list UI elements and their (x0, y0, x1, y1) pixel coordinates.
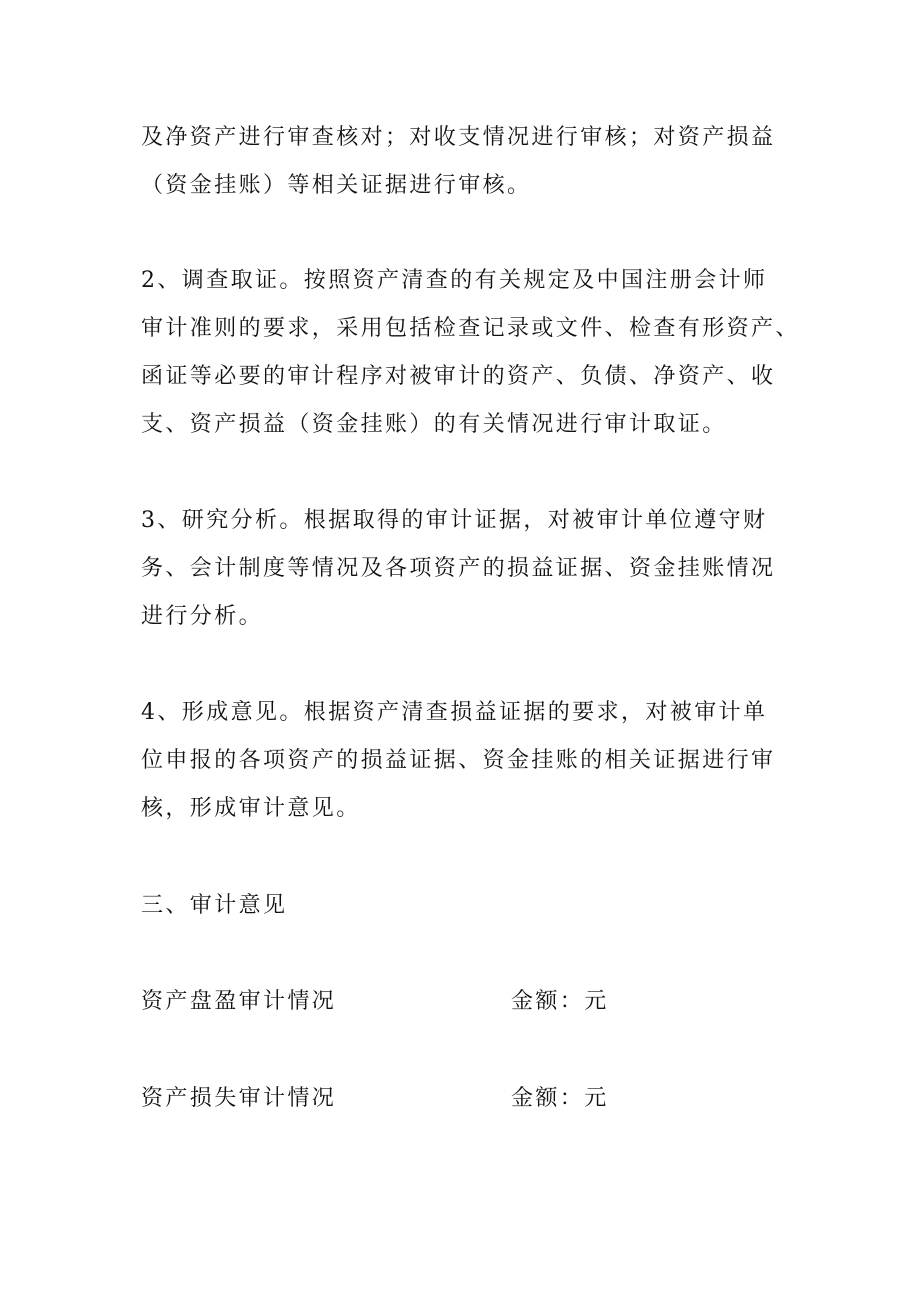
paragraph-line: 3、研究分析。根据取得的审计证据，对被审计单位遵守财 (141, 508, 768, 533)
paragraph-line: 核，形成审计意见。 (141, 796, 361, 821)
paragraph-line: 函证等必要的审计程序对被审计的资产、负债、净资产、收 (141, 364, 776, 389)
audit-row-amount: 金额：元 (511, 989, 609, 1014)
audit-row-surplus (141, 978, 791, 1026)
paragraph-investigation (141, 257, 800, 449)
paragraph-opinion (141, 689, 791, 833)
audit-row-loss (141, 1075, 791, 1123)
section-title-text: 三、审计意见 (141, 893, 288, 918)
audit-row-label: 资产盘盈审计情况 (141, 989, 337, 1014)
paragraph-line: 2、调查取证。按照资产清查的有关规定及中国注册会计师 (141, 268, 768, 293)
audit-row-label: 资产损失审计情况 (141, 1086, 337, 1111)
paragraph-line: 及净资产进行审查核对；对收支情况进行审核；对资产损益 (141, 125, 776, 150)
paragraph-line: 4、形成意见。根据资产清查损益证据的要求，对被审计单 (141, 700, 768, 725)
paragraph-line: 位申报的各项资产的损益证据、资金挂账的相关证据进行审 (141, 748, 776, 773)
paragraph-line: （资金挂账）等相关证据进行审核。 (141, 173, 532, 198)
paragraph-line: 支、资产损益（资金挂账）的有关情况进行审计取证。 (141, 412, 727, 437)
section-title (141, 882, 791, 930)
paragraph-line: 进行分析。 (141, 604, 264, 629)
audit-row-amount: 金额：元 (511, 1086, 609, 1111)
paragraph-line: 务、会计制度等情况及各项资产的损益证据、资金挂账情况 (141, 556, 776, 581)
paragraph-intro (141, 114, 791, 210)
paragraph-analysis (141, 497, 791, 641)
paragraph-line: 审计准则的要求，采用包括检查记录或文件、检查有形资产、 (141, 316, 800, 341)
